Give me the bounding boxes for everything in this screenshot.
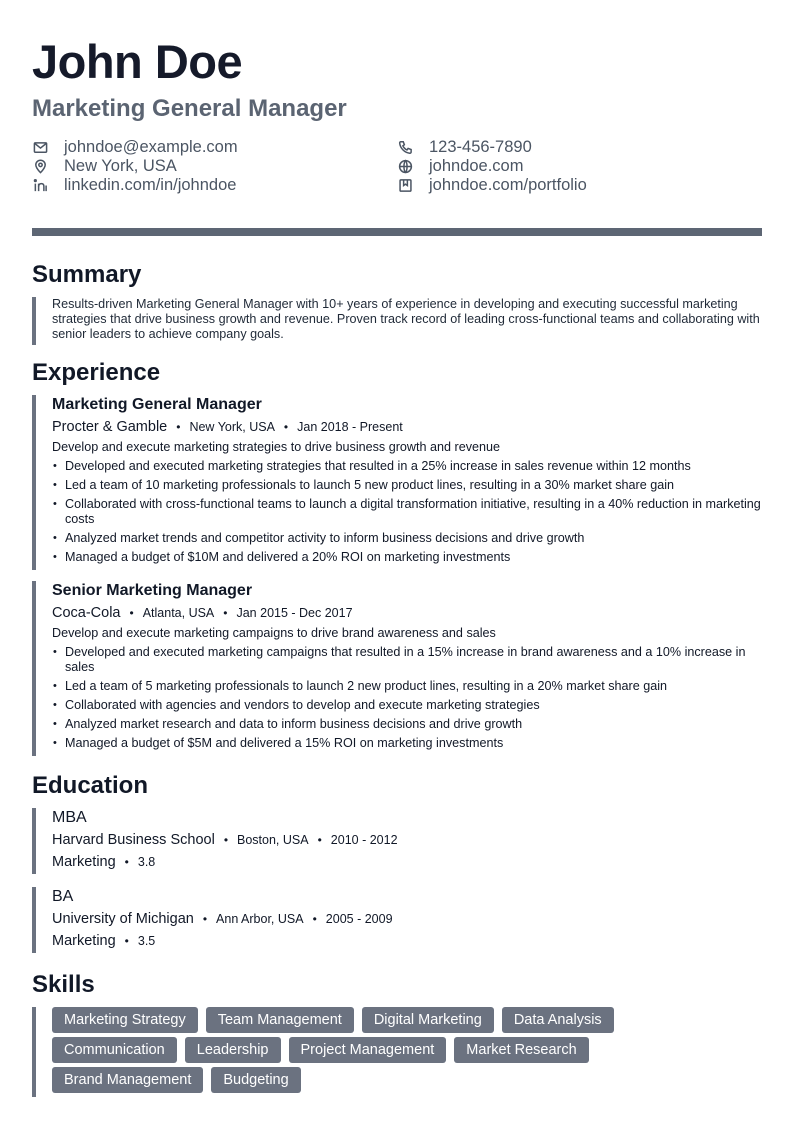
contact-email[interactable]	[32, 138, 238, 157]
list-item: • Collaborated with agencies and vendors to develop and execute marketing strategies	[52, 698, 762, 713]
education-field: Marketing	[52, 933, 116, 949]
experience-location: New York, USA	[189, 420, 275, 434]
separator-dot: •	[124, 934, 129, 948]
skill-tag: Brand Management	[52, 1067, 203, 1093]
education-school: Harvard Business School	[52, 832, 215, 848]
summary-text: Results-driven Marketing General Manager with 10+ years of experience in developing and executing successful marketing strategies that drive business growth and revenue. Proven track record of leading cross-functional teams and collaborating with senior leaders to achieve company goals.	[52, 297, 760, 341]
envelope-icon	[32, 140, 48, 156]
skill-tag: Market Research	[454, 1037, 588, 1063]
contact-location	[32, 157, 177, 176]
phone-icon	[397, 140, 413, 156]
separator-dot: •	[124, 855, 129, 869]
section-heading-education: Education	[32, 772, 149, 799]
separator-dot: •	[283, 420, 289, 434]
list-item: • Developed and executed marketing campaigns that resulted in a 15% increase in brand awareness and a 10% increase in sales	[52, 645, 762, 675]
experience-company: Coca-Cola	[52, 605, 121, 621]
portfolio-icon	[397, 178, 413, 194]
experience-job-title: Senior Marketing Manager	[52, 582, 253, 599]
header-divider	[32, 228, 762, 236]
list-item: • Led a team of 10 marketing professionals to launch 5 new product lines, resulting in a 30% market share gain	[52, 478, 762, 493]
contact-phone[interactable]	[397, 138, 532, 157]
experience-meta	[52, 417, 762, 437]
education-meta	[52, 909, 762, 929]
education-entry	[32, 808, 762, 874]
education-degree: BA	[52, 888, 74, 905]
website-text: johndoe.com	[429, 157, 524, 175]
list-item: • Analyzed market trends and competitor activity to inform business decisions and drive growth	[52, 531, 762, 546]
skill-tag: Budgeting	[211, 1067, 300, 1093]
education-field-line	[52, 931, 762, 951]
location-text: New York, USA	[64, 157, 177, 175]
experience-company: Procter & Gamble	[52, 419, 168, 435]
experience-dates: Jan 2018 - Present	[297, 420, 403, 434]
skill-tag: Leadership	[185, 1037, 281, 1063]
list-item: • Collaborated with cross-functional teams to launch a digital transformation initiative, resulting in a 40% reduction in marketing costs	[52, 497, 762, 527]
separator-dot: •	[202, 912, 208, 926]
candidate-name: John Doe	[32, 35, 243, 88]
separator-dot: •	[312, 912, 317, 926]
experience-entry	[32, 395, 762, 570]
list-item: • Managed a budget of $10M and delivered a 20% ROI on marketing investments	[52, 550, 762, 565]
linkedin-text: linkedin.com/in/johndoe	[64, 176, 237, 194]
separator-dot: •	[317, 833, 322, 847]
phone-text: 123-456-7890	[429, 138, 532, 156]
experience-job-title: Marketing General Manager	[52, 396, 262, 413]
list-item: • Led a team of 5 marketing professionals to launch 2 new product lines, resulting in a 20% market share gain	[52, 679, 762, 694]
skill-tag: Team Management	[206, 1007, 354, 1033]
list-item: • Managed a budget of $5M and delivered a 15% ROI on marketing investments	[52, 736, 762, 751]
section-heading-summary: Summary	[32, 261, 142, 288]
education-entry	[32, 887, 762, 953]
linkedin-icon	[32, 178, 48, 194]
experience-entry	[32, 581, 762, 756]
skill-tag: Data Analysis	[502, 1007, 614, 1033]
education-location: Boston, USA	[237, 833, 309, 847]
skills-list	[52, 1007, 742, 1097]
skill-tag: Communication	[52, 1037, 177, 1063]
education-school: University of Michigan	[52, 911, 194, 927]
separator-dot: •	[176, 420, 181, 434]
education-degree: MBA	[52, 809, 87, 826]
education-dates: 2005 - 2009	[325, 912, 393, 926]
skills-block	[32, 1007, 762, 1097]
list-item: • Developed and executed marketing strategies that resulted in a 25% increase in sales revenue within 12 months	[52, 459, 762, 474]
map-pin-icon	[32, 159, 48, 175]
contact-portfolio[interactable]	[397, 176, 587, 195]
education-gpa: 3.5	[137, 934, 156, 948]
experience-bullets	[52, 459, 762, 565]
experience-bullets	[52, 645, 762, 751]
education-meta	[52, 830, 762, 850]
experience-dates: Jan 2015 - Dec 2017	[236, 606, 353, 620]
separator-dot: •	[223, 833, 229, 847]
education-dates: 2010 - 2012	[330, 833, 398, 847]
contact-linkedin[interactable]	[32, 176, 236, 195]
skill-tag: Marketing Strategy	[52, 1007, 198, 1033]
separator-dot: •	[129, 606, 134, 620]
education-field: Marketing	[52, 854, 116, 870]
experience-description: Develop and execute marketing campaigns to drive brand awareness and sales	[52, 626, 496, 640]
experience-location: Atlanta, USA	[142, 606, 215, 620]
job-title-headline: Marketing General Manager	[32, 95, 347, 122]
portfolio-text: johndoe.com/portfolio	[429, 176, 587, 194]
email-text: johndoe@example.com	[64, 138, 238, 156]
education-gpa: 3.8	[137, 855, 156, 869]
skill-tag: Project Management	[289, 1037, 447, 1063]
skill-tag: Digital Marketing	[362, 1007, 494, 1033]
list-item: • Analyzed market research and data to inform business decisions and drive growth	[52, 717, 762, 732]
education-location: Ann Arbor, USA	[216, 912, 304, 926]
experience-description: Develop and execute marketing strategies to drive business growth and revenue	[52, 440, 501, 454]
experience-meta	[52, 603, 762, 623]
summary-block	[32, 297, 762, 345]
section-heading-experience: Experience	[32, 359, 161, 386]
contact-website[interactable]	[397, 157, 523, 176]
separator-dot: •	[223, 606, 228, 620]
section-heading-skills: Skills	[32, 971, 95, 998]
globe-icon	[397, 159, 413, 175]
education-field-line	[52, 852, 762, 872]
